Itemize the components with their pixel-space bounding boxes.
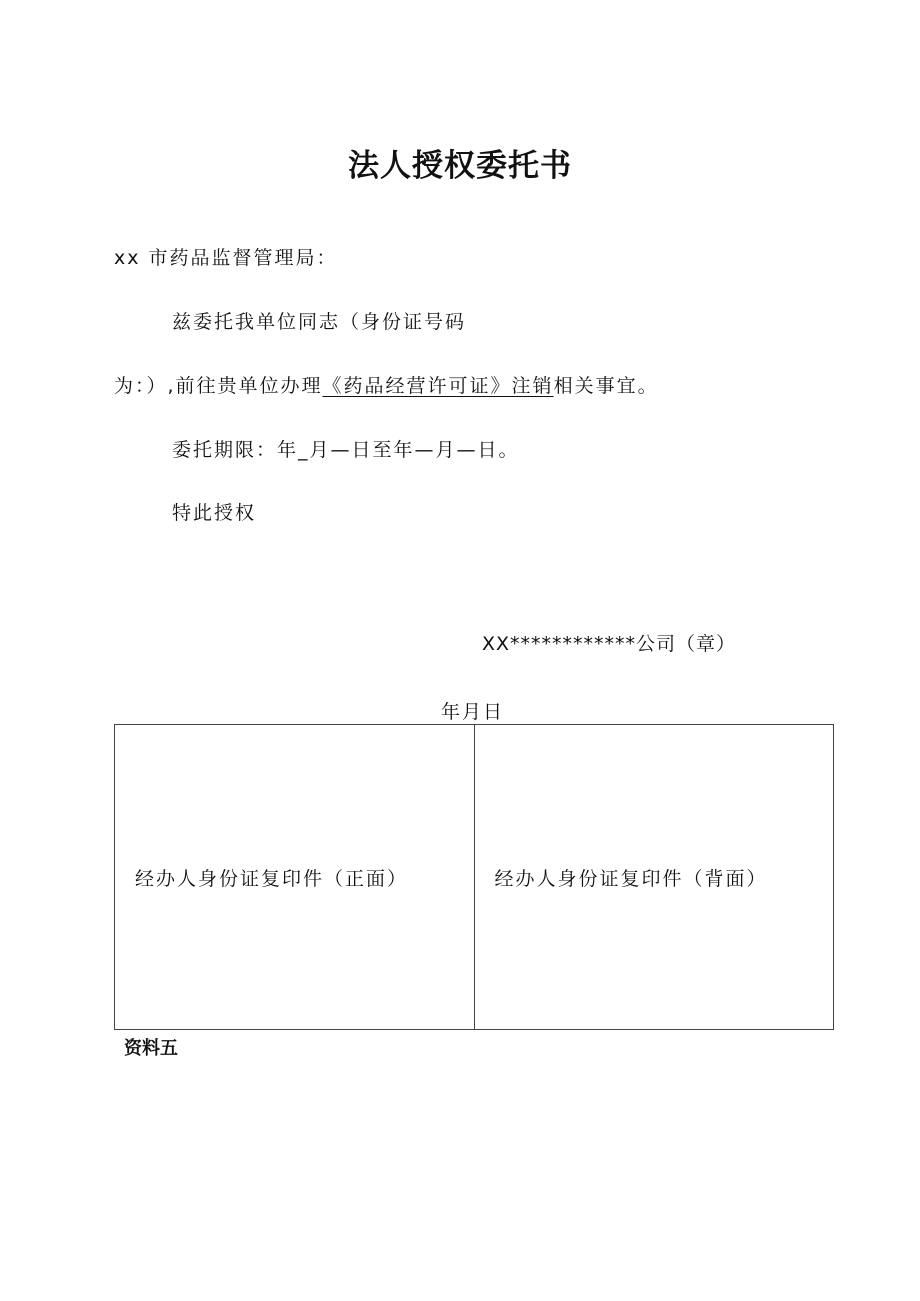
id-back-label: 经办人身份证复印件（背面） [494, 867, 768, 890]
authorization-term: 委托期限：年_月—日至年—月—日。 [172, 439, 520, 461]
id-front-label: 经办人身份证复印件（正面） [135, 867, 409, 890]
id-back-cell [474, 725, 834, 1029]
id-copy-table [114, 724, 834, 1030]
body-line-2-prefix: 为：）,前往贵单位办理 [114, 375, 323, 397]
id-front-cell [115, 725, 474, 1029]
company-seal: XX************公司（章） [482, 633, 737, 655]
body-line-2 [114, 371, 659, 398]
date-line: 年月日 [441, 701, 505, 723]
license-name: 《药品经营许可证》注销 [322, 375, 554, 397]
addressee: xx 市药品监督管理局： [114, 247, 338, 269]
body-line-2-suffix: 相关事宜。 [553, 375, 659, 397]
document-title: 法人授权委托书 [348, 148, 572, 184]
footer-note: 资料五 [124, 1038, 178, 1059]
closing-text: 特此授权 [172, 502, 257, 524]
body-line-1: 兹委托我单位同志（身份证号码 [172, 311, 467, 333]
